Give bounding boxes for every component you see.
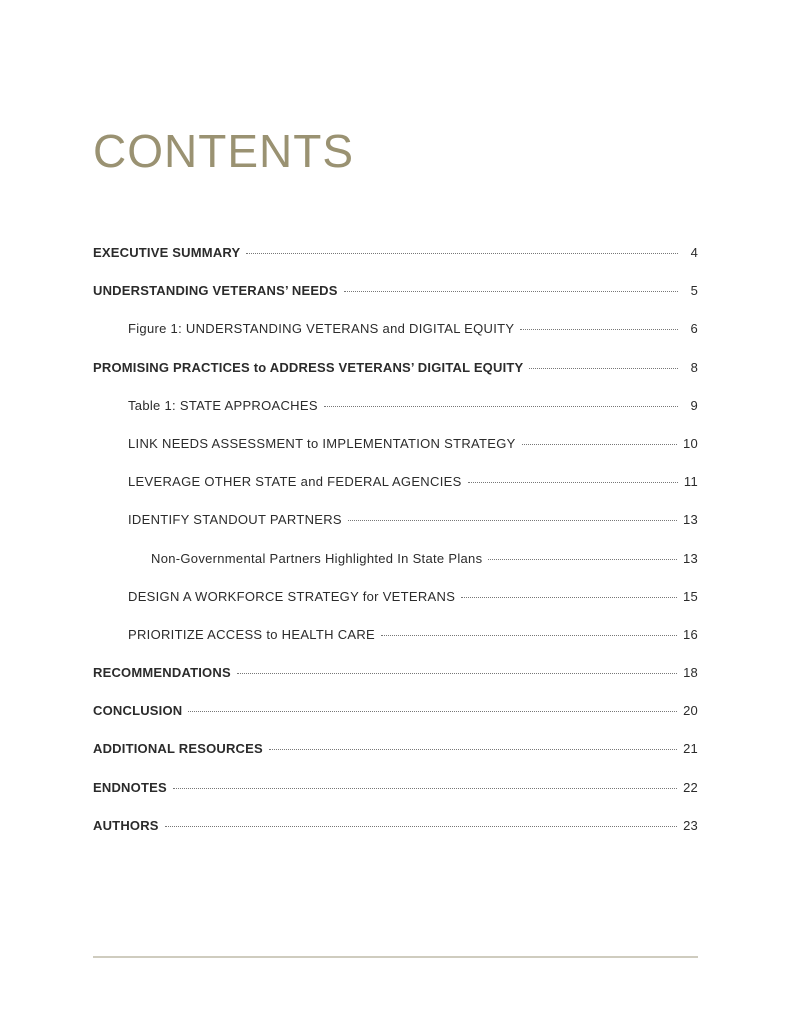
toc-entry-page-number: 11 bbox=[683, 474, 698, 490]
toc-dot-leader bbox=[348, 519, 677, 521]
toc-entry-label: RECOMMENDATIONS bbox=[93, 665, 231, 681]
toc-entry[interactable] bbox=[93, 737, 698, 775]
toc-entry-page-number: 8 bbox=[690, 359, 698, 375]
toc-entry[interactable] bbox=[93, 661, 698, 699]
toc-dot-leader bbox=[381, 634, 677, 636]
toc-dot-leader bbox=[468, 481, 678, 483]
footer-divider bbox=[93, 956, 698, 958]
toc-entry-label: PROMISING PRACTICES to ADDRESS VETERANS’ DIGITAL EQUITY bbox=[93, 359, 524, 375]
toc-entry[interactable] bbox=[93, 317, 698, 355]
toc-entry[interactable] bbox=[93, 279, 698, 317]
toc-entry-page-number: 4 bbox=[690, 245, 698, 260]
toc-dot-leader bbox=[165, 825, 677, 827]
toc-entry[interactable] bbox=[93, 699, 698, 737]
toc-dot-leader bbox=[522, 443, 677, 445]
toc-dot-leader bbox=[324, 405, 678, 407]
toc-entry-label: EXECUTIVE SUMMARY bbox=[93, 245, 241, 260]
toc-dot-leader bbox=[461, 596, 677, 598]
toc-entry[interactable] bbox=[93, 356, 698, 394]
page-title: CONTENTS bbox=[93, 125, 354, 177]
toc-entry-label: Non-Governmental Partners Highlighted In State Plans bbox=[151, 550, 483, 566]
toc-entry-label: CONCLUSION bbox=[93, 703, 183, 719]
toc-entry-label: ENDNOTES bbox=[93, 779, 167, 795]
toc-dot-leader bbox=[520, 328, 678, 330]
toc-entry-label: Figure 1: UNDERSTANDING VETERANS and DIGITAL EQUITY bbox=[128, 321, 515, 337]
toc-entry-page-number: 21 bbox=[683, 741, 698, 757]
table-of-contents bbox=[93, 241, 698, 852]
toc-entry-page-number: 16 bbox=[682, 626, 698, 642]
toc-dot-leader bbox=[188, 710, 677, 712]
toc-entry[interactable] bbox=[93, 470, 698, 508]
toc-entry-page-number: 15 bbox=[682, 588, 698, 604]
toc-entry[interactable] bbox=[93, 432, 698, 470]
toc-entry-label: AUTHORS bbox=[93, 817, 159, 833]
toc-dot-leader bbox=[344, 290, 678, 292]
toc-entry-label: DESIGN A WORKFORCE STRATEGY for VETERANS bbox=[128, 588, 456, 604]
toc-dot-leader bbox=[488, 558, 677, 560]
toc-dot-leader bbox=[529, 367, 678, 369]
toc-entry-page-number: 20 bbox=[683, 703, 698, 719]
toc-entry-page-number: 6 bbox=[690, 321, 698, 337]
toc-entry-page-number: 18 bbox=[683, 665, 698, 681]
toc-entry-page-number: 9 bbox=[690, 397, 698, 413]
toc-entry-page-number: 13 bbox=[682, 512, 698, 528]
toc-dot-leader bbox=[237, 672, 677, 674]
toc-dot-leader bbox=[173, 787, 677, 789]
toc-entry-page-number: 5 bbox=[690, 283, 698, 299]
toc-entry-page-number: 10 bbox=[682, 435, 698, 451]
toc-entry[interactable] bbox=[93, 623, 698, 661]
toc-entry-label: IDENTIFY STANDOUT PARTNERS bbox=[128, 512, 342, 528]
toc-entry[interactable] bbox=[93, 814, 698, 852]
toc-entry-page-number: 22 bbox=[683, 779, 698, 795]
toc-entry-label: LINK NEEDS ASSESSMENT to IMPLEMENTATION STRATEGY bbox=[128, 435, 516, 451]
toc-entry[interactable] bbox=[93, 241, 698, 279]
toc-entry[interactable] bbox=[93, 394, 698, 432]
toc-entry-label: UNDERSTANDING VETERANS’ NEEDS bbox=[93, 283, 338, 299]
toc-entry-page-number: 13 bbox=[682, 550, 698, 566]
toc-entry-label: ADDITIONAL RESOURCES bbox=[93, 741, 263, 757]
toc-dot-leader bbox=[269, 748, 677, 750]
toc-entry[interactable] bbox=[93, 547, 698, 585]
toc-entry-page-number: 23 bbox=[683, 817, 698, 833]
toc-entry[interactable] bbox=[93, 585, 698, 623]
toc-entry[interactable] bbox=[93, 508, 698, 546]
toc-dot-leader bbox=[246, 252, 678, 254]
toc-entry[interactable] bbox=[93, 776, 698, 814]
toc-entry-label: Table 1: STATE APPROACHES bbox=[128, 397, 318, 413]
toc-entry-label: PRIORITIZE ACCESS to HEALTH CARE bbox=[128, 626, 376, 642]
toc-entry-label: LEVERAGE OTHER STATE and FEDERAL AGENCIES bbox=[128, 474, 462, 490]
